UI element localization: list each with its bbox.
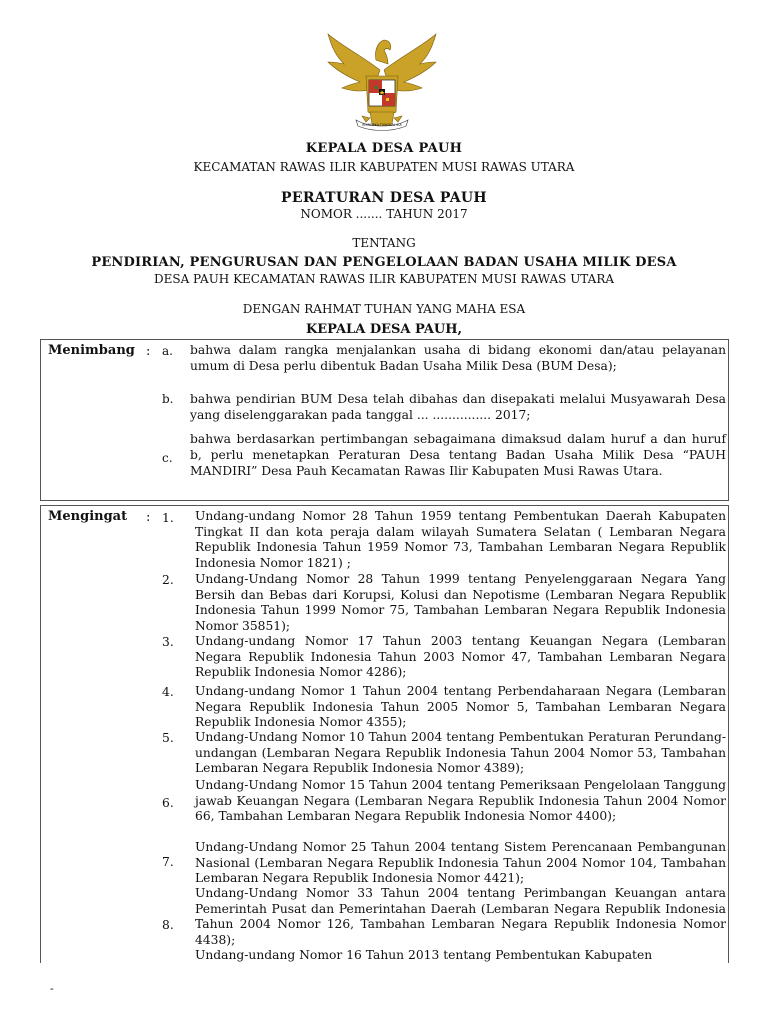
menimbang-item-text: bahwa pendirian BUM Desa telah dibahas dan disepakati melalui Musyawarah Desa yang diselenggarakan pada tanggal ... ............... 2017; [190,392,726,422]
menimbang-item-text: bahwa dalam rangka menjalankan usaha di bidang ekonomi dan/atau pelayanan umum di Desa perlu dibentuk Badan Usaha Milik Desa (BUM Desa); [190,343,726,373]
tentang-heading: TENTANG [352,236,416,250]
mengingat-item-number: 6. [162,796,174,810]
svg-text:BHINNEKA TUNGGAL IKA: BHINNEKA TUNGGAL IKA [362,123,402,127]
mengingat-item-number: 8. [162,918,174,932]
regulation-subject: PENDIRIAN, PENGURUSAN DAN PENGELOLAAN BADAN USAHA MILIK DESA [91,255,677,270]
menimbang-label: Menimbang [48,343,135,358]
mengingat-item-text: Undang-Undang Nomor 15 Tahun 2004 tentang Pemeriksaan Pengelolaan Tanggung jawab Keuangan Negara (Lembaran Negara Republik Indonesia Tahun 2004 Nomor 66, Tambahan Lembaran Negara Republik Indonesia Nomor 4400); [195,778,726,823]
document-title: KEPALA DESA PAUH [305,141,463,156]
mengingat-item-text: Undang-Undang Nomor 33 Tahun 2004 tentang Perimbangan Keuangan antara Pemerintah Pusat dan Pemerintahan Daerah (Lembaran Negara Republik Indonesia Tahun 2004 Nomor 126, Tambahan Lembaran Negara Republik Indonesia Nomor 4438); [195,886,726,947]
kepala-desa-heading: KEPALA DESA PAUH, [305,322,463,337]
menimbang-section [40,339,729,501]
mengingat-item-text: Undang-undang Nomor 16 Tahun 2013 tentang Pembentukan Kabupaten [195,948,653,962]
mengingat-item-number: 4. [162,685,174,699]
mengingat-item-text: Undang-undang Nomor 1 Tahun 2004 tentang Perbendaharaan Negara (Lembaran Negara Republik Indonesia Tahun 2005 Nomor 5, Tambahan Lembaran Negara Republik Indonesia Nomor 4355); [195,684,726,729]
mengingat-label: Mengingat [48,509,128,524]
rahmat-line: DENGAN RAHMAT TUHAN YANG MAHA ESA [242,302,526,316]
menimbang-item-letter: b. [162,392,174,406]
menimbang-item-letter: a. [162,344,173,358]
mengingat-item-number: 5. [162,731,174,745]
mengingat-item-text: Undang-Undang Nomor 25 Tahun 2004 tentang Sistem Perencanaan Pembangunan Nasional (Lembaran Negara Republik Indonesia Tahun 2004 Nomor 104, Tambahan Lembaran Negara Republik Indonesia Nomor 4421); [195,840,726,885]
mengingat-item-text: Undang-Undang Nomor 10 Tahun 2004 tentang Pembentukan Peraturan Perundang-undangan (Lembaran Negara Republik Indonesia Tahun 2004 Nomor 53, Tambahan Lembaran Negara Republik Indonesia Nomor 4389); [195,730,726,775]
regulation-number: NOMOR ....... TAHUN 2017 [300,207,468,221]
mengingat-item-text: Undang-undang Nomor 17 Tahun 2003 tentang Keuangan Negara (Lembaran Negara Republik Indonesia Tahun 2003 Nomor 47, Tambahan Lembaran Negara Republik Indonesia Nomor 4286); [195,634,726,679]
mengingat-item-number: 1. [162,511,174,525]
document-subtitle: KECAMATAN RAWAS ILIR KABUPATEN MUSI RAWAS UTARA [193,160,575,174]
mengingat-item-text: Undang-undang Nomor 28 Tahun 1959 tentang Pembentukan Daerah Kabupaten Tingkat II dan kota peraja dalam wilayah Sumatera Selatan ( Lembaran Negara Republik Indonesia Tahun 1959 Nomor 73, Tambahan Lembaran Negara Republik Indonesia Nomor 1821) ; [195,509,726,570]
footer-mark: - [50,982,54,995]
mengingat-item-text: Undang-Undang Nomor 28 Tahun 1999 tentang Penyelenggaraan Negara Yang Bersih dan Bebas dari Korupsi, Kolusi dan Nepotisme (Lembaran Negara Republik Indonesia Tahun 1999 Nomor 75, Tambahan Lembaran Negara Republik Indonesia Nomor 35851); [195,572,726,633]
mengingat-item-number: 2. [162,573,174,587]
mengingat-item-number: 7. [162,855,174,869]
mengingat-item-number: 3. [162,635,174,649]
mengingat-section [40,505,729,963]
mengingat-colon: : [146,510,151,525]
menimbang-item-letter: c. [162,451,173,465]
menimbang-item-text: bahwa berdasarkan pertimbangan sebagaimana dimaksud dalam huruf a dan huruf b, perlu menetapkan Peraturan Desa tentang Badan Usaha Milik Desa “PAUH MANDIRI” Desa Pauh Kecamatan Rawas Ilir Kabupaten Musi Rawas Utara. [190,432,726,478]
regulation-title: PERATURAN DESA PAUH [281,190,487,206]
regulation-subject-line2: DESA PAUH KECAMATAN RAWAS ILIR KABUPATEN MUSI RAWAS UTARA [153,272,615,286]
menimbang-colon: : [146,344,151,359]
garuda-pancasila-emblem [322,26,442,132]
